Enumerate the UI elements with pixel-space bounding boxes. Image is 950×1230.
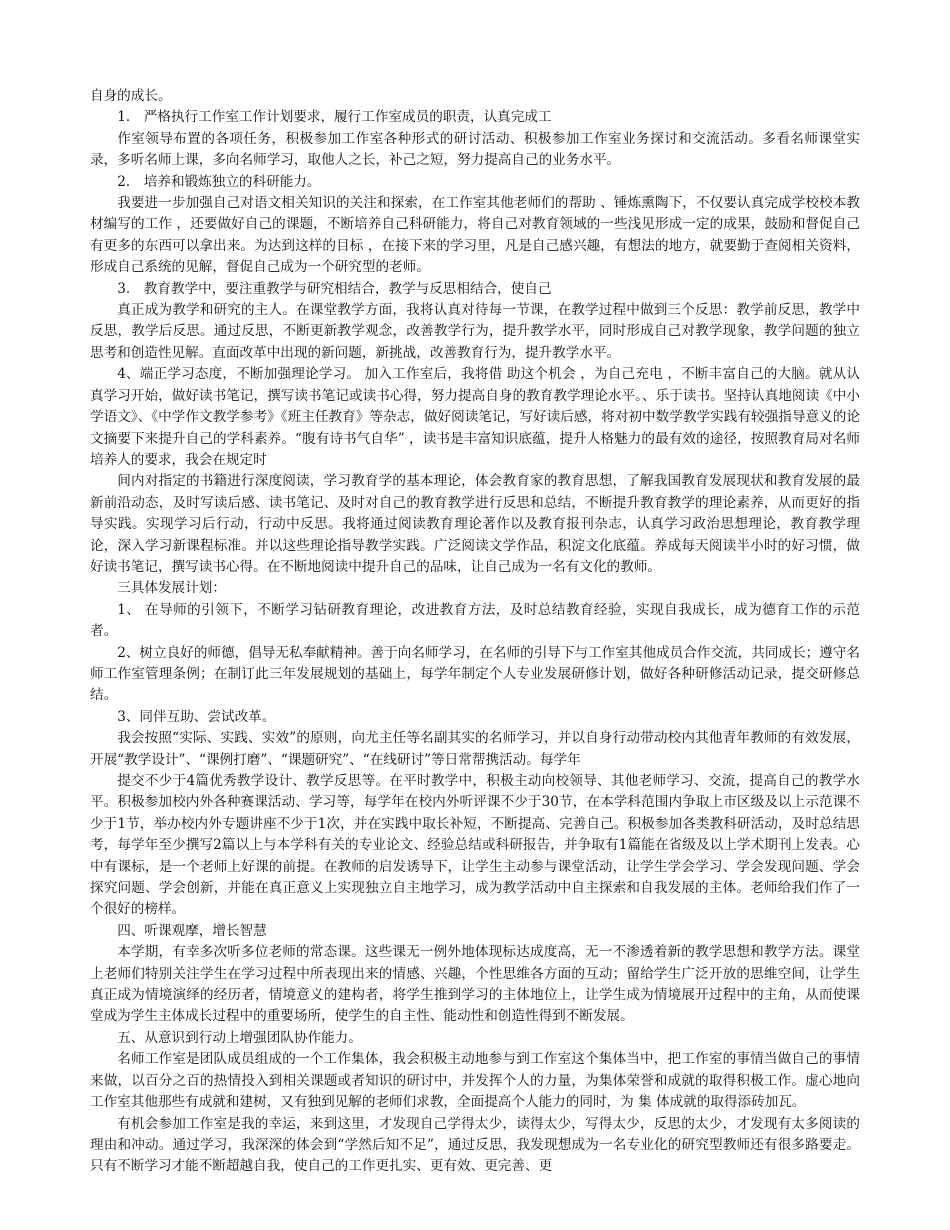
list-item-heading: 3、同伴互助、尝试改革。	[117, 708, 276, 725]
paragraph: 我要进一步加强自己对语文相关知识的关注和探索，在工作室其他老师们的帮助 、锤炼熏陶下，不仅要认真完成学校校本教材编写的工作 ，还要做好自己的课题，不断培养自己科研能力，将自己对教育领域的一些浅见形成一定的成果，鼓励和督促自己有更多的东西可以拿出来。为达到这样的目标 ，在接下来的学习里，凡是自己感兴趣，有想法的地方，就要勤于查阅相关资料，形成自己系统的见解，督促自己成为一个研究型的老师。	[90, 195, 860, 276]
paragraph: 本学期，有幸多次听多位老师的常态课。这些课无一例外地体现标达成度高，无一不渗透着新的教学思想和教学方法。课堂上老师们特别关注学生在学习过程中所表现出来的情感、兴趣，个性思维各方面的互动；留给学生广泛开放的思维空间，让学生真正成为情境演绎的经历者，情境意义的建构者，将学生推到学习的主体地位上，让学生成为情境展开过程中的主角，从而使课堂成为学生主体成长过程中的重要场所，使学生的自主性、能动性和创造性得到不断发展。	[90, 944, 860, 1025]
paragraph: 作室领导布置的各项任务，积极参加工作室各种形式的研讨活动、积极参加工作室业务探讨和交流活动。多看名师课堂实录，多听名师上课，多向名师学习，取他人之长，补己之短，努力提高自己的业务水平。	[90, 130, 860, 169]
paragraph: 4、端正学习态度，不断加强理论学习。 加入工作室后，我将借 助这个机会 ，为自己充电 ，不断丰富自己的大脑。就从认真学习开始，做好读书笔记，撰写读书笔记或读书心得，努力提高自身的教育教学理论水平。、乐于读书。坚持认真地阅读《中小学语文》、《中学作文教学参考》《班主任教育》等杂志，做好阅读笔记，写好读后感，将对初中数学教学实践有较强指导意义的论文摘要下来提升自己的学科素养。“腹有诗书气自华” ，读书是丰富知识底蕴，提升人格魅力的最有效的途径，按照教育局对名师培养人的要求，我会在规定时	[90, 366, 860, 468]
paragraph: 1、 在导师的引领下，不断学习钻研教育理论，改进教育方法，及时总结教育经验，实现自我成长，成为德育工作的示范者。	[90, 601, 860, 640]
paragraph: 我会按照“实际、实践、实效”的原则，向尤主任等名副其实的名师学习，并以自身行动带动校内其他青年教师的有效发展，开展“教学设计”、“课例打磨”、“课题研究”、“在线研讨”等日常帮携活动。每学年	[90, 730, 860, 768]
section-heading: 四、听课观摩，增长智慧	[117, 922, 267, 939]
document-body	[90, 86, 860, 1178]
paragraph: 名师工作室是团队成员组成的一个工作集体，我会积极主动地参与到工作室这个集体当中，把工作室的事情当做自己的事情来做，以百分之百的热情投入到相关课题或者知识的研讨中，并发挥个人的力量，为集体荣誉和成就的取得积极工作。虚心地向工作室其他那些有成就和建树，又有独到见解的老师们求教，全面提高个人能力的同时，为 集 体成就的取得添砖加瓦。	[90, 1051, 860, 1111]
list-item-heading: 2． 培养和锻炼独立的科研能力。	[117, 173, 321, 190]
paragraph: 有机会参加工作室是我的幸运，来到这里，才发现自己学得太少，读得太少，写得太少，反思的太少，才发现有太多阅读的理由和冲动。通过学习，我深深的体会到“学然后知不足”，通过反思，我发现想成为一名专业化的研究型教师还有很多路要走。只有不断学习才能不断超越自我，使自己的工作更扎实、更有效、更完善、更	[90, 1115, 860, 1175]
list-item-heading: 3． 教育教学中，要注重教学与研究相结合，教学与反思相结合，使自己	[117, 280, 552, 297]
paragraph: 间内对指定的书籍进行深度阅读，学习教育学的基本理论，体会教育家的教育思想，了解我国教育发展现状和教育发展的最新前沿动态，及时写读后感、读书笔记、及时对自己的教育教学进行反思和总结，不断提升教育教学的理论素养，从而更好的指导实践。实现学习后行动，行动中反思。我将通过阅读教育理论著作以及教育报刊杂志，认真学习政治思想理论，教育教学理论，深入学习新课程标准。并以这些理论指导教学实践。广泛阅读文学作品，积淀文化底蕴。养成每天阅读半小时的好习惯，做好读书笔记，撰写读书心得。在不断地阅读中提升自己的品味，让自己成为一名有文化的教师。	[90, 473, 860, 575]
section-heading: 五、从意识到行动上增强团队协作能力。	[117, 1029, 362, 1046]
paragraph: 2、树立良好的师德，倡导无私奉献精神。善于向名师学习，在名师的引导下与工作室其他成员合作交流，共同成长；遵守名师工作室管理条例；在制订此三年发展规划的基础上，每学年制定个人专业发展研修计划，做好各种研修活动记录，提交研修总结。	[90, 644, 860, 704]
list-item-heading: 1． 严格执行工作室工作计划要求，履行工作室成员的职责，认真完成工	[117, 109, 552, 126]
paragraph: 提交不少于4篇优秀教学设计、教学反思等。在平时教学中，积极主动向校领导、其他老师学习、交流，提高自己的教学水平。积极参加校内外各种赛课活动、学习等，每学年在校内外听评课不少于30节，在本学科范围内争取上市区级及以上示范课不少于1节，举办校内外专题讲座不少于1次，并在实践中取长补短，不断提高、完善自己。积极参加各类教科研活动，及时总结思考，每学年至少撰写2篇以上与本学科有关的专业论文、经验总结或科研报告，并争取有1篇能在省级及以上学术期刊上发表。心中有课标，是一个老师上好课的前提。在教师的启发诱导下，让学生主动参与课堂活动，让学生学会学习、学会发现问题、学会探究问题、学会创新，并能在真正意义上实现独立自主地学习，成为教学活动中自主探索和自我发展的主体。老师给我们作了一个很好的榜样。	[90, 773, 860, 918]
section-heading: 三具体发展计划：	[117, 580, 226, 597]
paragraph: 真正成为教学和研究的主人。在课堂教学方面，我将认真对待每一节课，在教学过程中做到三个反思：教学前反思，教学中反思，教学后反思。通过反思，不断更新教学观念，改善教学行为，提升教学水平，同时形成自己对教学现象，教学问题的独立思考和创造性见解。直面改革中出现的新问题，新挑战，改善教育行为，提升教学水平。	[90, 302, 860, 361]
paragraph: 自身的成长。	[90, 88, 172, 104]
